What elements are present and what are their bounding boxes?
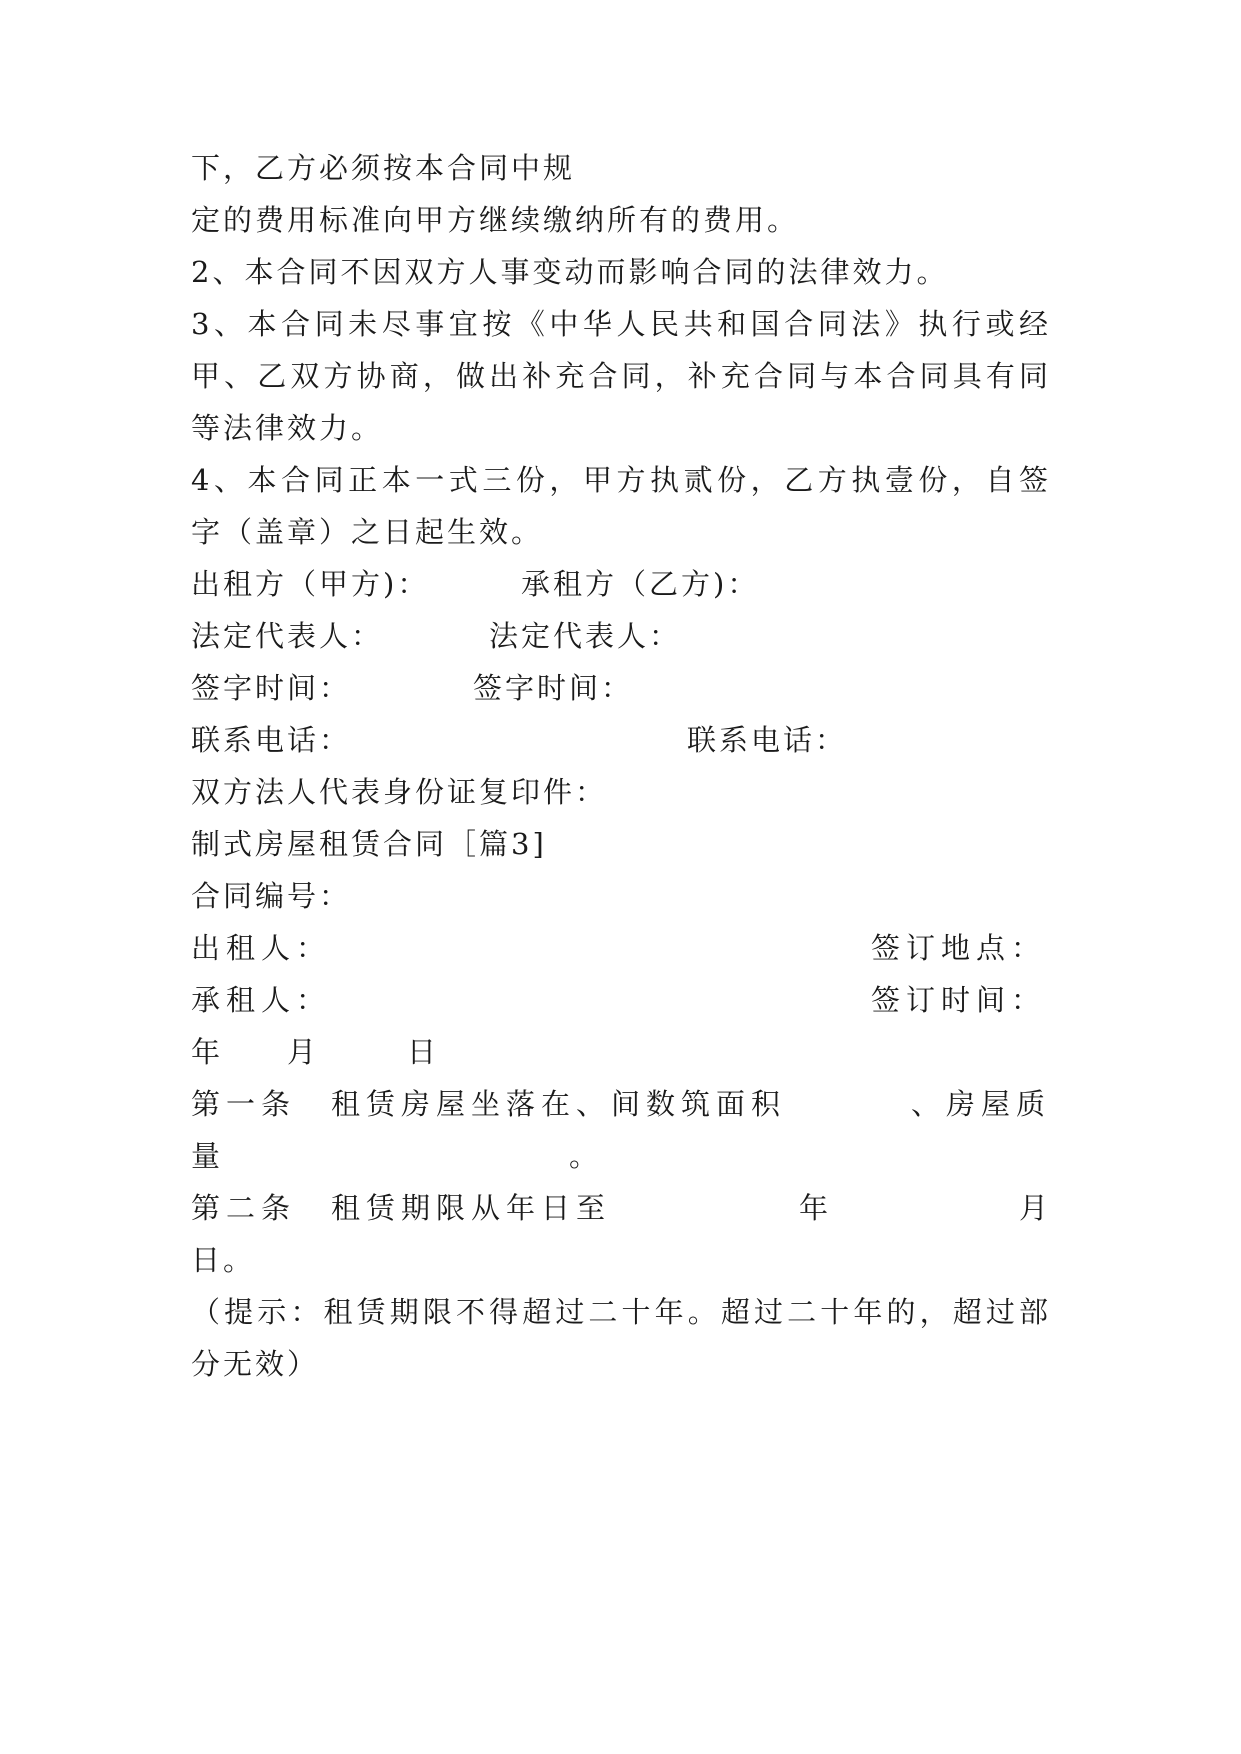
clause-3-end (191, 406, 1051, 450)
rep-b-label: 法定代表人： (489, 619, 682, 653)
lessee-line (191, 978, 1051, 1022)
article-2-text: 第二条 租赁期限从年日至 (191, 1191, 612, 1225)
clause-4: 4、本合同正本一式三份，甲方执贰份，乙方执壹份，自签 (191, 463, 1051, 497)
paragraph-line (191, 146, 1051, 190)
lessee-field-label: 承租人： (191, 983, 332, 1017)
sign-time-label: 签订时间： (871, 983, 1047, 1017)
lessee-label: 承租方（乙方)： (521, 567, 760, 601)
clause-3-continued: 甲、乙双方协商，做出补充合同，补充合同与本合同具有同 (191, 359, 1051, 393)
contract-number-line (191, 874, 1051, 918)
sign-place-label: 签订地点： (871, 931, 1047, 965)
paragraph-line (191, 198, 1051, 242)
clause-4-end (191, 510, 1051, 554)
hint-line-end (191, 1342, 1051, 1386)
article-2-month: 月 (1019, 1191, 1055, 1225)
lessor-label: 出租方（甲方)： (191, 567, 430, 601)
article-1-quality: 、房屋质 (911, 1087, 1052, 1121)
contract-number-label: 合同编号： (191, 879, 352, 913)
lessor-line (191, 926, 1051, 970)
lessor-field-label: 出租人： (191, 931, 332, 965)
contact-phones (191, 718, 1051, 762)
section-title (191, 822, 1051, 866)
text-line: 字（盖章）之日起生效。 (191, 515, 544, 549)
article-2-year: 年 (799, 1191, 835, 1225)
article-2 (191, 1186, 1055, 1230)
time-a-label: 签字时间： (191, 671, 352, 705)
text-line: 定的费用标准向甲方继续缴纳所有的费用。 (191, 203, 800, 237)
phone-a-label: 联系电话： (191, 723, 352, 757)
hint-line: （提示：租赁期限不得超过二十年。超过二十年的，超过部 (191, 1295, 1051, 1329)
article-2-day: 日。 (191, 1243, 256, 1277)
signature-parties (191, 562, 1051, 606)
article-1-text: 第一条 租赁房屋坐落在、间数筑面积 (191, 1087, 787, 1121)
hint-text: 分无效） (191, 1347, 320, 1381)
clause-3: 3、本合同未尽事宜按《中华人民共和国合同法》执行或经 (191, 307, 1051, 341)
article-2-continued (191, 1238, 1051, 1282)
article-1 (191, 1082, 1051, 1126)
month-label: 月 (287, 1035, 320, 1069)
legal-representatives (191, 614, 1051, 658)
clause-2 (191, 250, 1051, 294)
article-1-end: 。 (569, 1139, 602, 1173)
text-line: 2、本合同不因双方人事变动而影响合同的法律效力。 (191, 255, 949, 289)
signing-times (191, 666, 1051, 710)
day-label: 日 (407, 1035, 440, 1069)
article-1-quality-field: 量 (191, 1139, 224, 1173)
rep-a-label: 法定代表人： (191, 619, 384, 653)
article-1-continued (191, 1134, 1051, 1178)
phone-b-label: 联系电话： (687, 723, 848, 757)
id-copy-label: 双方法人代表身份证复印件： (191, 775, 608, 809)
date-line (191, 1030, 1051, 1074)
contract-title: 制式房屋租赁合同［篇3] (191, 827, 547, 861)
time-b-label: 签字时间： (473, 671, 634, 705)
year-label: 年 (191, 1035, 224, 1069)
text-line: 等法律效力。 (191, 411, 384, 445)
id-copy-line (191, 770, 1051, 814)
text-line: 下，乙方必须按本合同中规 (191, 151, 576, 185)
